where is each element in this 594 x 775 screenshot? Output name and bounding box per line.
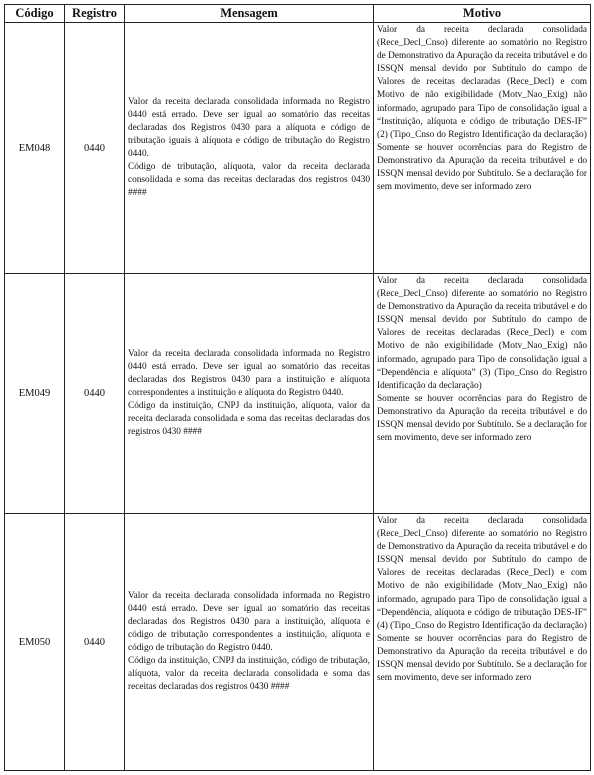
mensagem-paragraph: Código da instituição, CNPJ da instituição, alíquota, valor da receita declarada consolidada e soma das receitas declaradas dos registros 0430 ####: [128, 401, 370, 437]
cell-motivo: [374, 514, 591, 771]
cell-registro: 0440: [65, 23, 125, 274]
header-codigo: Código: [5, 5, 65, 23]
mensagem-paragraph: Código de tributação, alíquota, valor da receita declarada consolidada e soma das receitas declaradas dos registros 0430 ####: [128, 162, 370, 198]
mensagem-paragraph: Valor da receita declarada consolidada informada no Registro 0440 está errado. Deve ser igual ao somatório das receitas declaradas dos Registros 0430 para a instituição, alíquota e código de tributação correspondentes a instituição, alíquota e código de tributação do Registro 0440.: [128, 591, 370, 653]
table-row: [5, 514, 591, 771]
motivo-paragraph: Somente se houver ocorrências para do Registro de Demonstrativo da Apuração da receita tributável e do ISSQN mensal devido por Subtítulo. Se a declaração for sem movimento, deve ser informado zero: [377, 393, 587, 444]
cell-codigo: EM050: [5, 514, 65, 771]
cell-codigo: EM049: [5, 274, 65, 514]
header-registro: Registro: [65, 5, 125, 23]
motivo-paragraph: Somente se houver ocorrências para do Registro de Demonstrativo da Apuração da receita tributável e do ISSQN mensal devido por Subtítulo. Se a declaração for sem movimento, deve ser informado zero: [377, 142, 587, 193]
motivo-paragraph: Valor da receita declarada consolidada (Rece_Decl_Cnso) diferente ao somatório no Registro de Demonstrativo da Apuração da receita tributável e do ISSQN mensal devido por Subtítulo do campo de Valores de receitas declaradas (Rece_Decl) e com Motivo de não exigibilidade (Motv_Nao_Exig) não informado, agrupado para Tipo de consolidação igual a “Dependência e alíquota” (3) (Tipo_Cnso do Registro Identificação da declaração): [377, 276, 587, 391]
header-motivo: Motivo: [374, 5, 591, 23]
validation-rules-table: [4, 4, 591, 771]
cell-codigo: EM048: [5, 23, 65, 274]
header-row: [5, 5, 591, 23]
mensagem-paragraph: Valor da receita declarada consolidada informada no Registro 0440 está errado. Deve ser igual ao somatório das receitas declaradas dos Registros 0430 para a alíquota e código de tributação iguais à alíquota e código de tributação do Registro 0440.: [128, 97, 370, 159]
cell-mensagem: [125, 23, 374, 274]
table-row: [5, 23, 591, 274]
cell-mensagem: [125, 274, 374, 514]
header-mensagem: Mensagem: [125, 5, 374, 23]
cell-registro: 0440: [65, 514, 125, 771]
table-row: [5, 274, 591, 514]
cell-mensagem: [125, 514, 374, 771]
table-body: [5, 23, 591, 771]
cell-motivo: [374, 23, 591, 274]
motivo-paragraph: Somente se houver ocorrências para do Registro de Demonstrativo da Apuração da receita tributável e do ISSQN mensal devido por Subtítulo. Se a declaração for sem movimento, deve ser informado zero: [377, 633, 587, 684]
cell-registro: 0440: [65, 274, 125, 514]
mensagem-paragraph: Valor da receita declarada consolidada informada no Registro 0440 está errado. Deve ser igual ao somatório das receitas declaradas dos Registros 0430 para a instituição e alíquota correspondentes a instituição e alíquota do Registro 0440.: [128, 349, 370, 398]
table-header: [5, 5, 591, 23]
motivo-paragraph: Valor da receita declarada consolidada (Rece_Decl_Cnso) diferente ao somatório no Registro de Demonstrativo da Apuração da receita tributável e do ISSQN mensal devido por Subtítulo do campo de Valores de receitas declaradas (Rece_Decl) e com Motivo de não exigibilidade (Motv_Nao_Exig) não informado, agrupado para Tipo de consolidação igual a “Instituição, alíquota e código de tributação DES-IF” (2) (Tipo_Cnso do Registro Identificação da declaração): [377, 25, 587, 140]
cell-motivo: [374, 274, 591, 514]
mensagem-paragraph: Código da instituição, CNPJ da instituição, código de tributação, alíquota, valor da receita declarada consolidada e soma das receitas declaradas dos registros 0430 ####: [128, 656, 370, 692]
motivo-paragraph: Valor da receita declarada consolidada (Rece_Decl_Cnso) diferente ao somatório no Registro de Demonstrativo da Apuração da receita tributável e do ISSQN mensal devido por Subtítulo do campo de Valores de receitas declaradas (Rece_Decl) e com Motivo de não exigibilidade (Motv_Nao_Exig) não informado, agrupado para Tipo de consolidação igual a “Dependência, alíquota e código de tributação DES-IF” (4) (Tipo_Cnso do Registro Identificação da declaração): [377, 516, 587, 631]
